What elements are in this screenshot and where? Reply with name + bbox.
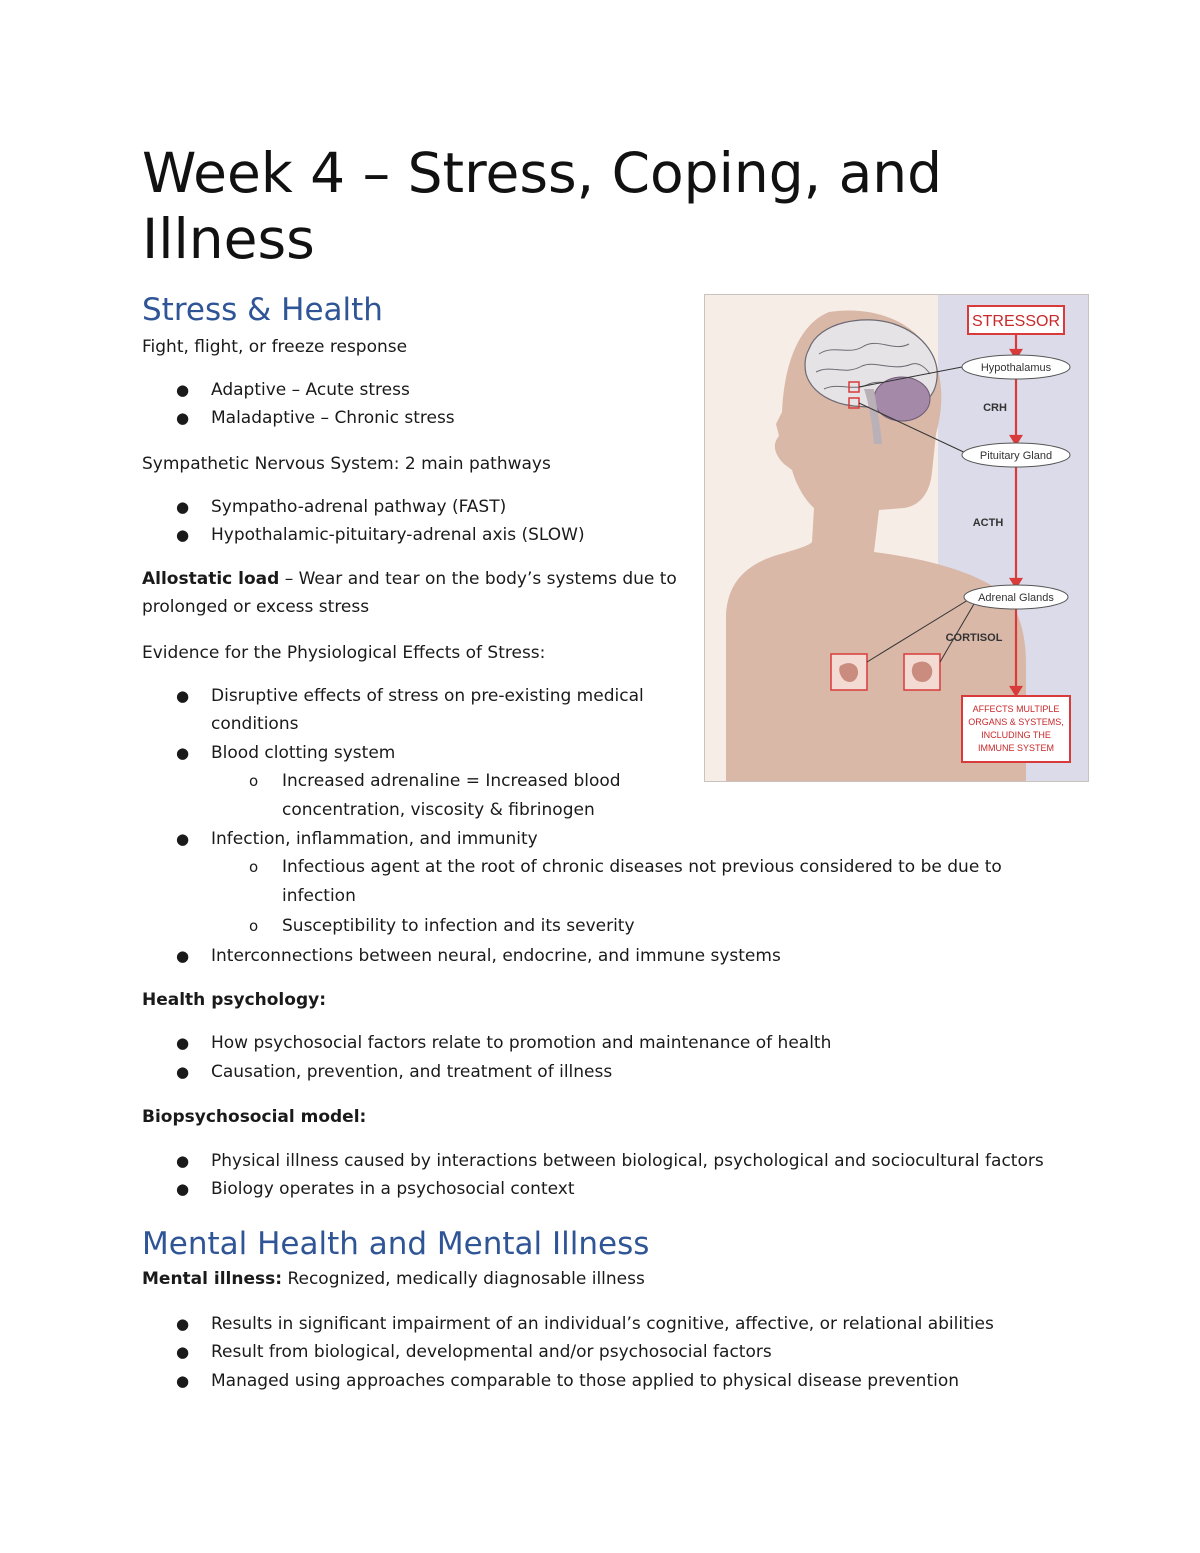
bullet-icon: ● bbox=[176, 1372, 190, 1390]
bullet-icon: ● bbox=[176, 526, 190, 544]
adrenal-label: Adrenal Glands bbox=[978, 592, 1054, 604]
effects-line: INCLUDING THE bbox=[981, 730, 1051, 740]
page-title: Week 4 – Stress, Coping, and Illness bbox=[142, 141, 943, 271]
bullet-icon: ● bbox=[176, 1315, 190, 1333]
bullet-icon: ● bbox=[176, 1152, 190, 1170]
acth-label: ACTH bbox=[972, 517, 1004, 529]
stressor-label: STRESSOR bbox=[971, 313, 1061, 330]
bullet-icon: ● bbox=[176, 1180, 190, 1198]
list-item: Sympatho-adrenal pathway (FAST) bbox=[211, 497, 507, 517]
list-item: Adaptive – Acute stress bbox=[211, 380, 410, 400]
biopsychosocial-label: Biopsychosocial model: bbox=[142, 1107, 367, 1127]
fight-flight-text: Fight, flight, or freeze response bbox=[142, 337, 408, 357]
bullet-icon: ● bbox=[176, 744, 190, 762]
list-item: Causation, prevention, and treatment of illness bbox=[211, 1062, 613, 1082]
allostatic-load-paragraph bbox=[142, 565, 677, 593]
section-heading-stress-health: Stress & Health bbox=[142, 292, 383, 328]
crh-label: CRH bbox=[983, 402, 1007, 414]
list-item: Biology operates in a psychosocial context bbox=[211, 1179, 575, 1199]
list-item: Result from biological, developmental and/or psychosocial factors bbox=[211, 1342, 772, 1362]
effects-line: AFFECTS MULTIPLE bbox=[972, 704, 1060, 714]
health-psychology-label: Health psychology: bbox=[142, 990, 326, 1010]
list-item: Maladaptive – Chronic stress bbox=[211, 408, 455, 428]
bullet-icon: ● bbox=[176, 381, 190, 399]
sub-list-item-cont: concentration, viscosity & fibrinogen bbox=[282, 800, 595, 820]
bullet-icon: ● bbox=[176, 1063, 190, 1081]
cortisol-label: CORTISOL bbox=[945, 632, 1003, 644]
bullet-icon: ● bbox=[176, 687, 190, 705]
sns-intro-text: Sympathetic Nervous System: 2 main pathways bbox=[142, 454, 551, 474]
mental-illness-paragraph bbox=[142, 1265, 645, 1293]
allostatic-load-definition: – Wear and tear on the body’s systems due to bbox=[279, 569, 677, 589]
mental-illness-term: Mental illness: bbox=[142, 1269, 283, 1289]
list-item: Infection, inflammation, and immunity bbox=[211, 829, 538, 849]
list-item: Disruptive effects of stress on pre-existing medical bbox=[211, 686, 644, 706]
list-item: Results in significant impairment of an individual’s cognitive, affective, or relational abilities bbox=[211, 1314, 994, 1334]
sub-bullet-icon: o bbox=[249, 772, 259, 790]
list-item: Blood clotting system bbox=[211, 743, 396, 763]
sub-bullet-icon: o bbox=[249, 858, 259, 876]
bullet-icon: ● bbox=[176, 1343, 190, 1361]
sub-list-item: Susceptibility to infection and its severity bbox=[282, 916, 635, 936]
effects-line: ORGANS & SYSTEMS, bbox=[968, 717, 1064, 727]
effects-line: IMMUNE SYSTEM bbox=[977, 743, 1055, 753]
mental-illness-definition: Recognized, medically diagnosable illness bbox=[282, 1269, 645, 1289]
evidence-intro-text: Evidence for the Physiological Effects of Stress: bbox=[142, 643, 546, 663]
bullet-icon: ● bbox=[176, 498, 190, 516]
allostatic-load-definition-cont: prolonged or excess stress bbox=[142, 597, 370, 617]
list-item: Interconnections between neural, endocrine, and immune systems bbox=[211, 946, 781, 966]
sub-list-item: Infectious agent at the root of chronic diseases not previous considered to be due to bbox=[282, 857, 1002, 877]
pituitary-label: Pituitary Gland bbox=[979, 450, 1053, 462]
hypothalamus-label: Hypothalamus bbox=[980, 362, 1052, 374]
allostatic-load-term: Allostatic load bbox=[142, 569, 280, 589]
list-item: Physical illness caused by interactions between biological, psychological and sociocultural factors bbox=[211, 1151, 1044, 1171]
sub-list-item: Increased adrenaline = Increased blood bbox=[282, 771, 621, 791]
list-item: How psychosocial factors relate to promotion and maintenance of health bbox=[211, 1033, 832, 1053]
bullet-icon: ● bbox=[176, 830, 190, 848]
list-item: Managed using approaches comparable to those applied to physical disease prevention bbox=[211, 1371, 960, 1391]
bullet-icon: ● bbox=[176, 1034, 190, 1052]
section-heading-mental-health: Mental Health and Mental Illness bbox=[142, 1226, 650, 1262]
bullet-icon: ● bbox=[176, 947, 190, 965]
hpa-axis-figure bbox=[704, 294, 1089, 782]
sub-list-item-cont: infection bbox=[282, 886, 356, 906]
list-item-cont: conditions bbox=[211, 714, 299, 734]
list-item: Hypothalamic-pituitary-adrenal axis (SLOW) bbox=[211, 525, 585, 545]
bullet-icon: ● bbox=[176, 409, 190, 427]
sub-bullet-icon: o bbox=[249, 917, 259, 935]
